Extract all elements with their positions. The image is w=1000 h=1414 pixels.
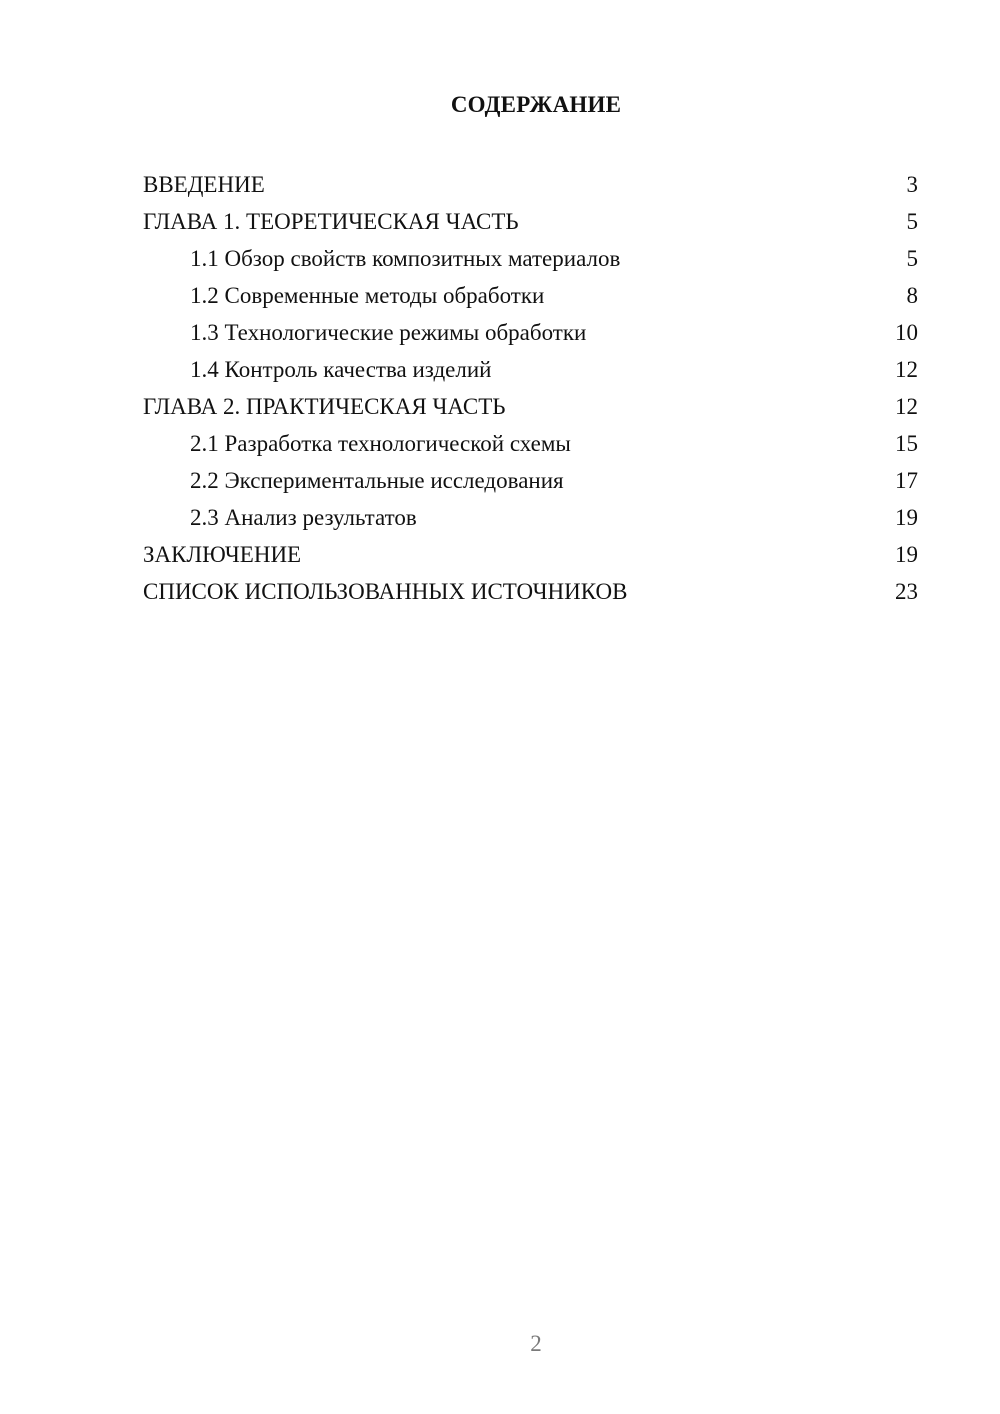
- toc-entry-label: 1.2 Современные методы обработки: [190, 283, 545, 308]
- toc-entry: [143, 573, 918, 610]
- toc-entry: [143, 388, 918, 425]
- table-of-contents: [143, 166, 918, 610]
- toc-entry-label: ВВЕДЕНИЕ: [143, 172, 265, 197]
- toc-entry-page: 5: [906, 246, 918, 271]
- toc-entry-page: 15: [895, 431, 918, 456]
- toc-subentry: [143, 462, 918, 499]
- toc-subentry: [143, 425, 918, 462]
- toc-subentry: [143, 240, 918, 277]
- toc-entry-page: 19: [895, 505, 918, 530]
- toc-entry-page: 10: [895, 320, 918, 345]
- toc-entry-page: 5: [906, 209, 918, 234]
- toc-entry-label: 1.4 Контроль качества изделий: [190, 357, 492, 382]
- toc-entry-label: 2.1 Разработка технологической схемы: [190, 431, 571, 456]
- toc-entry-page: 19: [895, 542, 918, 567]
- page-title: СОДЕРЖАНИЕ: [450, 92, 622, 117]
- toc-entry: [143, 536, 918, 573]
- page-number: 2: [530, 1331, 542, 1356]
- toc-entry-label: ГЛАВА 1. ТЕОРЕТИЧЕСКАЯ ЧАСТЬ: [143, 209, 519, 234]
- toc-entry-label: 2.3 Анализ результатов: [190, 505, 417, 530]
- toc-entry-label: СПИСОК ИСПОЛЬЗОВАННЫХ ИСТОЧНИКОВ: [143, 579, 628, 604]
- toc-entry-page: 17: [895, 468, 918, 493]
- toc-subentry: [143, 499, 918, 536]
- toc-entry-page: 8: [906, 283, 918, 308]
- toc-entry-page: 12: [895, 394, 918, 419]
- toc-entry-label: 1.1 Обзор свойств композитных материалов: [190, 246, 621, 271]
- toc-entry-label: 1.3 Технологические режимы обработки: [190, 320, 587, 345]
- toc-entry: [143, 166, 918, 203]
- toc-entry-label: ГЛАВА 2. ПРАКТИЧЕСКАЯ ЧАСТЬ: [143, 394, 506, 419]
- toc-entry: [143, 203, 918, 240]
- toc-entry-page: 3: [906, 172, 918, 197]
- toc-entry-page: 12: [895, 357, 918, 382]
- toc-subentry: [143, 277, 918, 314]
- toc-subentry: [143, 351, 918, 388]
- toc-entry-label: ЗАКЛЮЧЕНИЕ: [143, 542, 302, 567]
- toc-entry-label: 2.2 Экспериментальные исследования: [190, 468, 564, 493]
- toc-subentry: [143, 314, 918, 351]
- toc-entry-page: 23: [895, 579, 918, 604]
